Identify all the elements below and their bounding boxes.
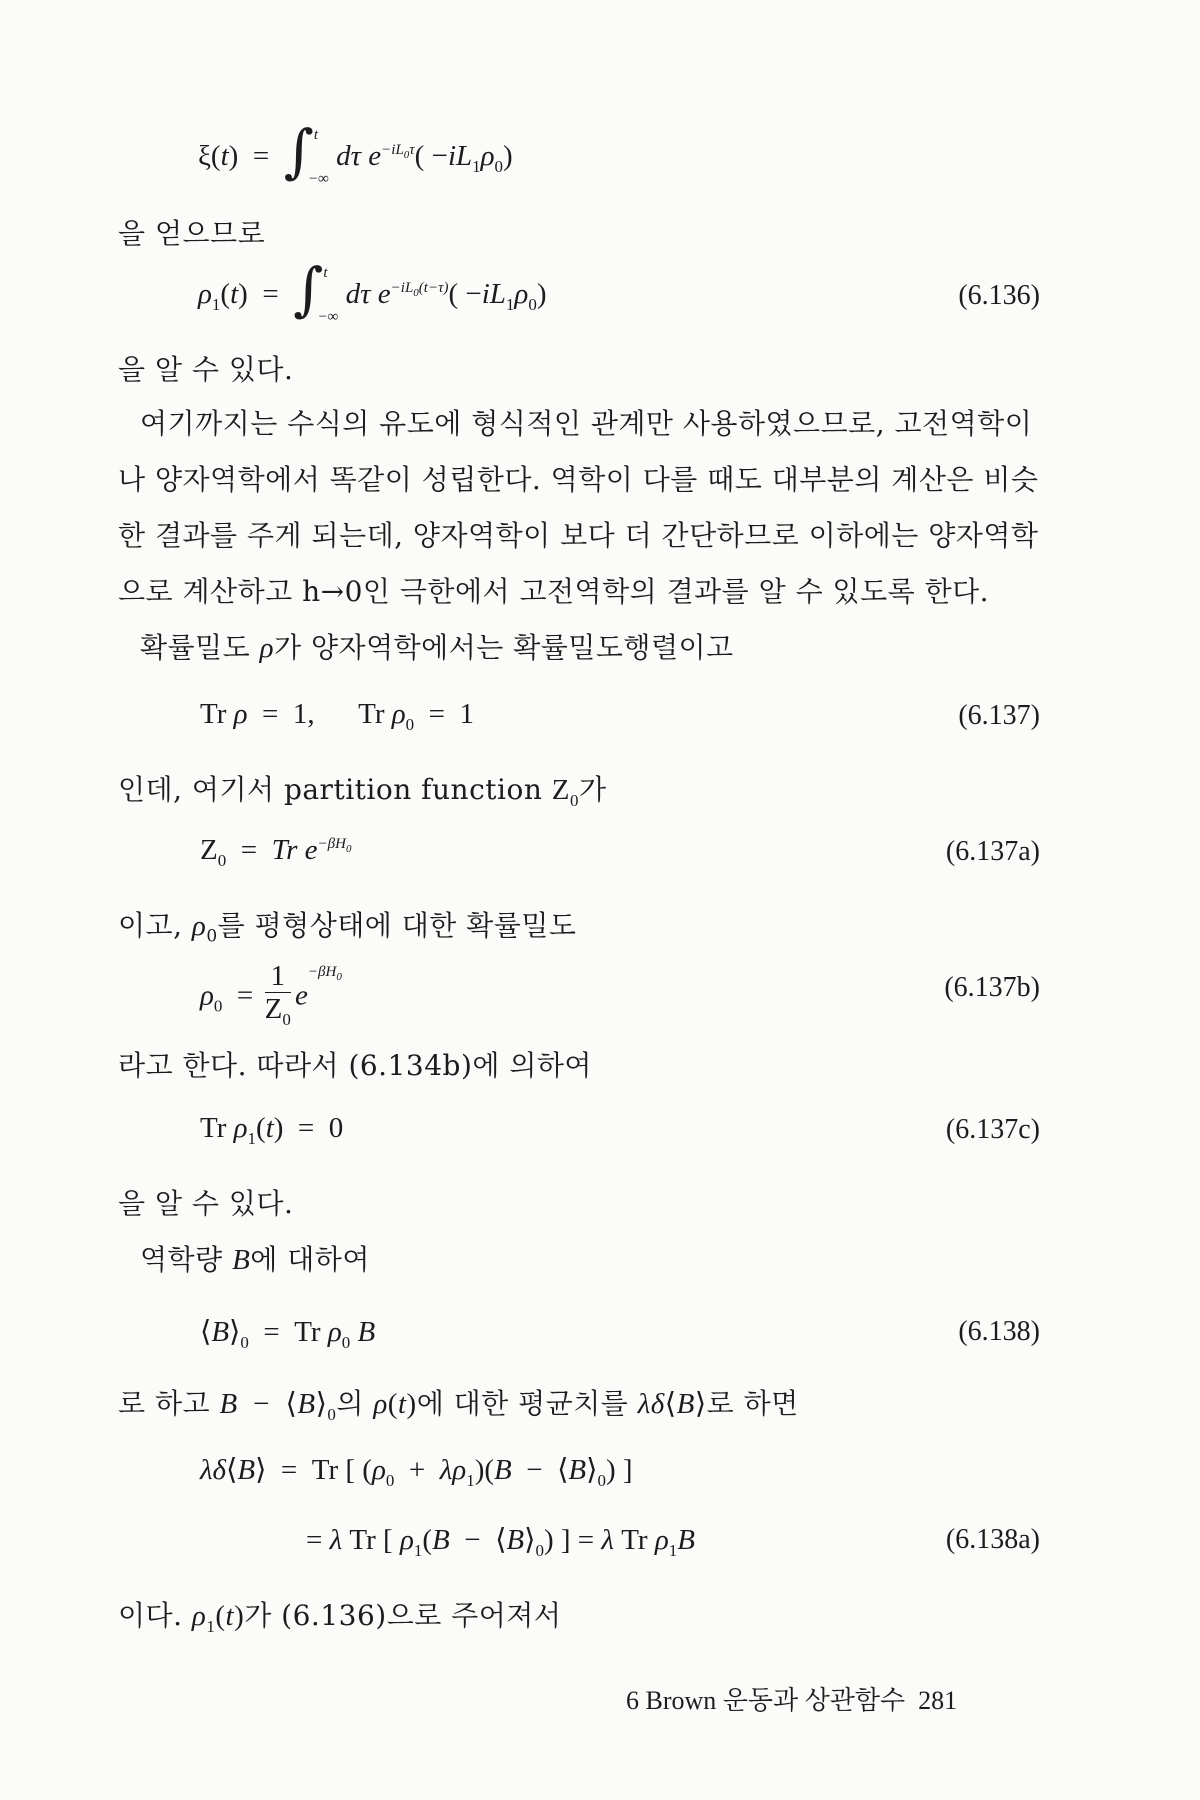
text-span: 인데, 여기서 partition function [118, 773, 543, 806]
text-line: 나 양자역학에서 똑같이 성립한다. 역학이 다를 때도 대부분의 계산은 비슷 [118, 463, 1039, 496]
text-span: 를 평형상태에 대한 확률밀도 [217, 909, 577, 942]
text-span: 이고, [118, 909, 183, 942]
equation-6-138a-line2: = λ Tr [ $\rho_1(B$ − $⟨B⟩_0$) ] = λ Tr $\rho_1B$ [306, 1524, 695, 1560]
equation-number: (6.137b) [944, 972, 1040, 1003]
text-line [140, 402, 1032, 442]
equation-6-137b: $\rho_0$ = $\frac{1}{Z_0}$ $e^{-\beta H_0}$ [200, 960, 342, 1029]
equation-number: (6.137c) [945, 1114, 1040, 1145]
text-line: 이다. $\rho_1(t)$가 (6.136)으로 주어져서 [118, 1599, 562, 1636]
equation-number: (6.138a) [945, 1524, 1040, 1555]
text-span: 에 대한 평균치를 [416, 1387, 629, 1420]
text-line: 로 하고 $B - ⟨B⟩_0$의 ρ(t)에 대한 평균치를 λδ⟨B⟩로 하면 [118, 1387, 799, 1424]
text-line: 라고 한다. 따라서 (6.134b)에 의하여 [118, 1049, 592, 1082]
equation-6-137c: Tr $\rho_1(t) = 0$ [200, 1112, 344, 1148]
text-line: 으로 계산하고 h→0인 극한에서 고전역학의 결과를 알 수 있도록 한다. [118, 575, 990, 608]
text-span: 에 대하여 [250, 1243, 370, 1276]
text-line: 을 알 수 있다. [118, 353, 294, 386]
equation-6-138a-line1: λδ⟨B⟩ = Tr [ $(\rho_0 + \lambda\rho_1)(B$ − $⟨B⟩_0$) ] [200, 1454, 633, 1490]
paragraph-text: 여기까지는 수식의 유도에 형식적인 관계만 사용하였으므로, 고전역학이 [140, 407, 1033, 440]
equation-number: (6.137) [958, 700, 1040, 731]
equation-xi: ξ(t) = ∫$^t_{-\infty}$ dτ $e^{-iL_0\tau}( -iL_1\rho_0)$ [198, 117, 513, 187]
running-head-text: 6 Brown 운동과 상관함수 [626, 1686, 906, 1715]
text-span: 확률밀도 [140, 631, 251, 664]
text-line: 인데, 여기서 partition function $Z_0$가 [118, 773, 607, 810]
text-span: 로 하면 [706, 1387, 799, 1420]
text-line: 을 얻으므로 [118, 217, 266, 250]
text-span: 가 (6.136)으로 주어져서 [244, 1599, 562, 1632]
running-head [626, 1680, 957, 1717]
equation-number: (6.138) [958, 1316, 1040, 1347]
equation-6-137: Tr ρ = 1, Tr $\rho_0 = 1$ [200, 698, 475, 734]
equation-number: (6.136) [958, 280, 1040, 311]
text-line: 한 결과를 주게 되는데, 양자역학이 보다 더 간단하므로 이하에는 양자역학 [118, 519, 1039, 552]
text-line: 을 알 수 있다. [118, 1187, 294, 1220]
text-line: 확률밀도 ρ가 양자역학에서는 확률밀도행렬이고 [140, 631, 734, 664]
equation-number: (6.137a) [945, 836, 1040, 867]
text-span: 이다. [118, 1599, 183, 1632]
equation-6-137a: $Z_0 = Tr$ $e^{-\beta H_0}$ [200, 834, 352, 870]
equation-6-138: $⟨B⟩_0 = Tr$ $\rho_0$ B [200, 1316, 376, 1352]
text-span: 가 [578, 773, 607, 806]
text-span: 가 양자역학에서는 확률밀도행렬이고 [274, 631, 734, 664]
text-span: 의 [336, 1387, 364, 1420]
page-number: 281 [918, 1686, 958, 1715]
text-line: 이고, $\rho_0$를 평형상태에 대한 확률밀도 [118, 909, 577, 947]
text-span: 역학량 [140, 1243, 223, 1276]
text-line: 역학량 B에 대하여 [140, 1243, 370, 1276]
text-span: 로 하고 [118, 1387, 211, 1420]
equation-6-136: $\rho_1(t) = \int^t_{-\infty}$ dτ $e^{-iL_0(t-\tau)}( -iL_1\rho_0)$ [198, 255, 547, 325]
